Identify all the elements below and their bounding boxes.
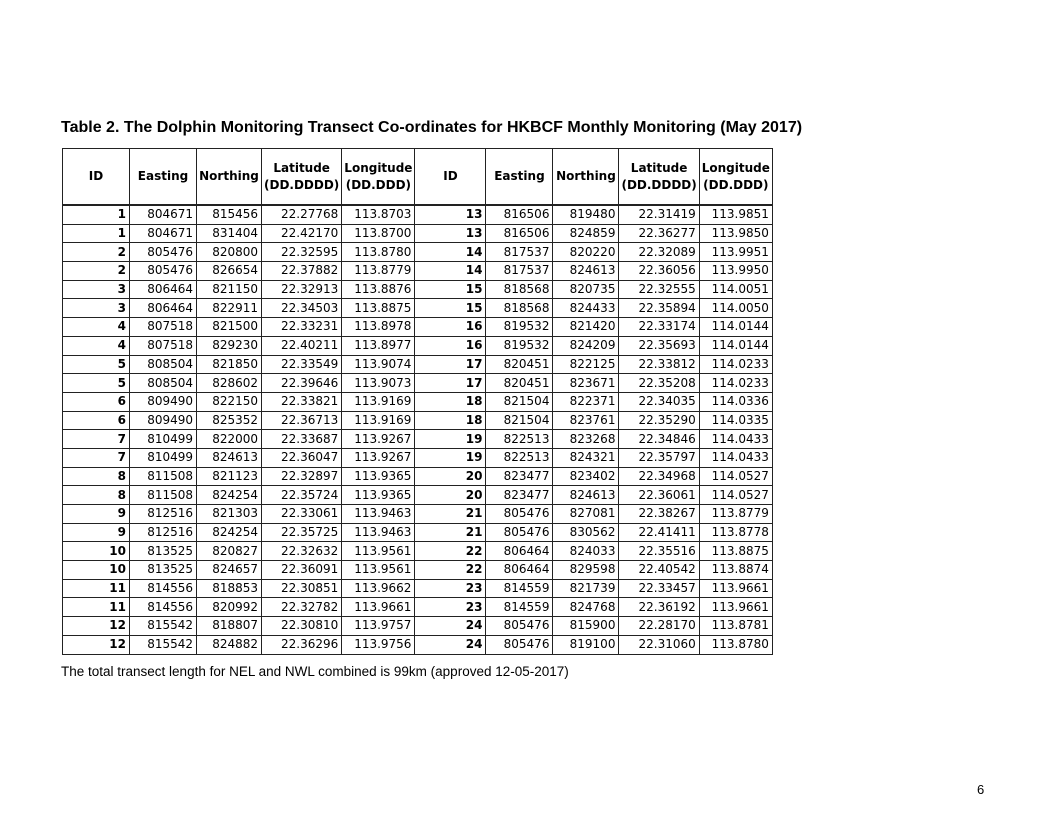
cell-northing: 821303	[197, 505, 262, 524]
table-row	[63, 430, 773, 449]
cell-id: 12	[63, 617, 130, 636]
cell-longitude: 113.8978	[342, 318, 415, 337]
cell-id: 13	[415, 224, 486, 243]
cell-latitude: 22.35797	[619, 448, 699, 467]
cell-latitude: 22.37882	[262, 262, 342, 281]
cell-northing: 824613	[553, 486, 619, 505]
cell-id: 23	[415, 598, 486, 617]
header-id: ID	[63, 149, 130, 206]
cell-id: 4	[63, 318, 130, 337]
cell-id: 1	[63, 205, 130, 224]
cell-latitude: 22.36047	[262, 448, 342, 467]
header-easting: Easting	[486, 149, 553, 206]
cell-northing: 820827	[197, 542, 262, 561]
table-row	[63, 486, 773, 505]
cell-northing: 819100	[553, 635, 619, 654]
cell-longitude: 114.0527	[699, 486, 772, 505]
cell-longitude: 113.8977	[342, 336, 415, 355]
cell-id: 5	[63, 355, 130, 374]
cell-longitude: 113.9073	[342, 374, 415, 393]
cell-easting: 815542	[130, 635, 197, 654]
cell-id: 24	[415, 635, 486, 654]
cell-easting: 811508	[130, 467, 197, 486]
cell-northing: 819480	[553, 205, 619, 224]
header-longitude-line2: (DD.DDD)	[345, 177, 412, 192]
cell-latitude: 22.39646	[262, 374, 342, 393]
cell-longitude: 113.9074	[342, 355, 415, 374]
cell-longitude: 113.8778	[699, 523, 772, 542]
cell-northing: 823402	[553, 467, 619, 486]
cell-id: 21	[415, 523, 486, 542]
cell-easting: 804671	[130, 205, 197, 224]
cell-northing: 822150	[197, 392, 262, 411]
cell-northing: 820800	[197, 243, 262, 262]
cell-easting: 805476	[486, 505, 553, 524]
cell-easting: 815542	[130, 617, 197, 636]
cell-northing: 824321	[553, 448, 619, 467]
cell-northing: 822000	[197, 430, 262, 449]
table-row	[63, 411, 773, 430]
cell-longitude: 113.9463	[342, 505, 415, 524]
table-row	[63, 336, 773, 355]
cell-easting: 811508	[130, 486, 197, 505]
cell-easting: 806464	[486, 561, 553, 580]
cell-id: 7	[63, 448, 130, 467]
cell-easting: 812516	[130, 505, 197, 524]
cell-longitude: 114.0335	[699, 411, 772, 430]
cell-latitude: 22.30810	[262, 617, 342, 636]
cell-id: 13	[415, 205, 486, 224]
header-latitude-line1: Latitude	[273, 160, 330, 175]
cell-latitude: 22.35516	[619, 542, 699, 561]
cell-latitude: 22.36056	[619, 262, 699, 281]
cell-id: 21	[415, 505, 486, 524]
cell-easting: 808504	[130, 374, 197, 393]
cell-longitude: 114.0233	[699, 355, 772, 374]
cell-latitude: 22.36277	[619, 224, 699, 243]
cell-longitude: 113.9365	[342, 467, 415, 486]
cell-longitude: 113.9756	[342, 635, 415, 654]
cell-id: 22	[415, 561, 486, 580]
cell-easting: 807518	[130, 336, 197, 355]
cell-id: 7	[63, 430, 130, 449]
table-title: Table 2. The Dolphin Monitoring Transect Co-ordinates for HKBCF Monthly Monitoring (May 2017)	[61, 119, 803, 136]
cell-easting: 822513	[486, 448, 553, 467]
cell-latitude: 22.40542	[619, 561, 699, 580]
cell-latitude: 22.33457	[619, 579, 699, 598]
cell-id: 22	[415, 542, 486, 561]
cell-longitude: 113.8874	[699, 561, 772, 580]
cell-easting: 819532	[486, 336, 553, 355]
cell-northing: 818853	[197, 579, 262, 598]
cell-id: 1	[63, 224, 130, 243]
cell-latitude: 22.27768	[262, 205, 342, 224]
cell-longitude: 113.9661	[699, 598, 772, 617]
cell-longitude: 114.0233	[699, 374, 772, 393]
cell-easting: 805476	[486, 635, 553, 654]
cell-northing: 828602	[197, 374, 262, 393]
cell-northing: 824613	[553, 262, 619, 281]
cell-latitude: 22.33812	[619, 355, 699, 374]
cell-easting: 813525	[130, 542, 197, 561]
table-row	[63, 392, 773, 411]
cell-id: 20	[415, 486, 486, 505]
cell-latitude: 22.31419	[619, 205, 699, 224]
cell-id: 10	[63, 542, 130, 561]
cell-longitude: 113.8781	[699, 617, 772, 636]
cell-id: 17	[415, 355, 486, 374]
table-row	[63, 467, 773, 486]
cell-id: 6	[63, 411, 130, 430]
cell-easting: 817537	[486, 262, 553, 281]
cell-id: 17	[415, 374, 486, 393]
cell-longitude: 114.0144	[699, 318, 772, 337]
cell-easting: 806464	[486, 542, 553, 561]
table-row	[63, 542, 773, 561]
cell-easting: 814556	[130, 598, 197, 617]
cell-id: 14	[415, 262, 486, 281]
cell-latitude: 22.34035	[619, 392, 699, 411]
cell-easting: 805476	[486, 523, 553, 542]
cell-northing: 821500	[197, 318, 262, 337]
cell-northing: 824033	[553, 542, 619, 561]
cell-latitude: 22.38267	[619, 505, 699, 524]
cell-id: 19	[415, 448, 486, 467]
cell-latitude: 22.32913	[262, 280, 342, 299]
cell-easting: 823477	[486, 467, 553, 486]
cell-easting: 810499	[130, 430, 197, 449]
cell-id: 4	[63, 336, 130, 355]
cell-latitude: 22.36296	[262, 635, 342, 654]
cell-easting: 820451	[486, 355, 553, 374]
cell-id: 16	[415, 318, 486, 337]
cell-northing: 824657	[197, 561, 262, 580]
cell-longitude: 113.9851	[699, 205, 772, 224]
cell-id: 2	[63, 262, 130, 281]
cell-northing: 824768	[553, 598, 619, 617]
cell-northing: 821420	[553, 318, 619, 337]
cell-id: 2	[63, 243, 130, 262]
table-row	[63, 617, 773, 636]
header-longitude	[699, 149, 772, 206]
cell-id: 10	[63, 561, 130, 580]
cell-northing: 822911	[197, 299, 262, 318]
header-northing: Northing	[197, 149, 262, 206]
cell-longitude: 113.9365	[342, 486, 415, 505]
cell-northing: 825352	[197, 411, 262, 430]
cell-easting: 805476	[130, 243, 197, 262]
cell-northing: 829230	[197, 336, 262, 355]
table-row	[63, 318, 773, 337]
cell-longitude: 113.9661	[699, 579, 772, 598]
cell-easting: 821504	[486, 392, 553, 411]
cell-latitude: 22.35725	[262, 523, 342, 542]
cell-northing: 824433	[553, 299, 619, 318]
cell-longitude: 114.0050	[699, 299, 772, 318]
cell-latitude: 22.35894	[619, 299, 699, 318]
cell-longitude: 114.0144	[699, 336, 772, 355]
header-easting: Easting	[130, 149, 197, 206]
cell-id: 18	[415, 411, 486, 430]
cell-easting: 804671	[130, 224, 197, 243]
cell-longitude: 113.9951	[699, 243, 772, 262]
page-number: 6	[977, 782, 985, 797]
cell-longitude: 113.8779	[699, 505, 772, 524]
cell-latitude: 22.30851	[262, 579, 342, 598]
cell-id: 23	[415, 579, 486, 598]
table-row	[63, 561, 773, 580]
cell-latitude: 22.32595	[262, 243, 342, 262]
header-id: ID	[415, 149, 486, 206]
cell-longitude: 114.0051	[699, 280, 772, 299]
cell-latitude: 22.41411	[619, 523, 699, 542]
footer-note: The total transect length for NEL and NWL combined is 99km (approved 12-05-2017)	[61, 664, 569, 679]
table-row	[63, 355, 773, 374]
cell-northing: 827081	[553, 505, 619, 524]
cell-id: 14	[415, 243, 486, 262]
cell-northing: 821739	[553, 579, 619, 598]
cell-latitude: 22.33231	[262, 318, 342, 337]
cell-easting: 808504	[130, 355, 197, 374]
cell-northing: 821850	[197, 355, 262, 374]
table-header	[63, 149, 773, 206]
header-longitude-line1: Longitude	[701, 160, 770, 175]
cell-northing: 824882	[197, 635, 262, 654]
cell-latitude: 22.32897	[262, 467, 342, 486]
header-longitude-line2: (DD.DDD)	[703, 177, 769, 192]
cell-northing: 820735	[553, 280, 619, 299]
header-latitude	[262, 149, 342, 206]
cell-latitude: 22.35724	[262, 486, 342, 505]
cell-longitude: 113.8780	[342, 243, 415, 262]
cell-longitude: 114.0433	[699, 448, 772, 467]
table-row	[63, 299, 773, 318]
transect-table	[62, 148, 773, 655]
cell-longitude: 113.8875	[342, 299, 415, 318]
cell-id: 11	[63, 579, 130, 598]
cell-longitude: 113.8700	[342, 224, 415, 243]
cell-id: 5	[63, 374, 130, 393]
cell-longitude: 113.8876	[342, 280, 415, 299]
cell-northing: 824254	[197, 523, 262, 542]
cell-latitude: 22.35208	[619, 374, 699, 393]
cell-latitude: 22.36192	[619, 598, 699, 617]
cell-northing: 823761	[553, 411, 619, 430]
cell-longitude: 113.9661	[342, 598, 415, 617]
cell-longitude: 113.9850	[699, 224, 772, 243]
cell-northing: 824254	[197, 486, 262, 505]
cell-easting: 821504	[486, 411, 553, 430]
cell-longitude: 113.9169	[342, 392, 415, 411]
cell-latitude: 22.32555	[619, 280, 699, 299]
cell-northing: 824613	[197, 448, 262, 467]
cell-easting: 823477	[486, 486, 553, 505]
cell-longitude: 113.9561	[342, 542, 415, 561]
cell-id: 15	[415, 299, 486, 318]
cell-easting: 809490	[130, 392, 197, 411]
cell-latitude: 22.36091	[262, 561, 342, 580]
table-row	[63, 579, 773, 598]
cell-longitude: 113.8779	[342, 262, 415, 281]
cell-northing: 824859	[553, 224, 619, 243]
cell-easting: 822513	[486, 430, 553, 449]
cell-northing: 823268	[553, 430, 619, 449]
header-longitude	[342, 149, 415, 206]
cell-latitude: 22.34968	[619, 467, 699, 486]
cell-northing: 815900	[553, 617, 619, 636]
cell-longitude: 114.0433	[699, 430, 772, 449]
cell-latitude: 22.32782	[262, 598, 342, 617]
cell-longitude: 113.9662	[342, 579, 415, 598]
cell-longitude: 113.9169	[342, 411, 415, 430]
cell-longitude: 113.8780	[699, 635, 772, 654]
cell-easting: 805476	[486, 617, 553, 636]
table-body	[63, 205, 773, 654]
cell-id: 9	[63, 505, 130, 524]
table-row	[63, 635, 773, 654]
cell-easting: 816506	[486, 205, 553, 224]
cell-longitude: 114.0336	[699, 392, 772, 411]
cell-id: 19	[415, 430, 486, 449]
cell-easting: 813525	[130, 561, 197, 580]
cell-northing: 822125	[553, 355, 619, 374]
cell-northing: 820992	[197, 598, 262, 617]
cell-latitude: 22.32089	[619, 243, 699, 262]
cell-latitude: 22.34846	[619, 430, 699, 449]
cell-easting: 816506	[486, 224, 553, 243]
cell-easting: 820451	[486, 374, 553, 393]
cell-easting: 814559	[486, 579, 553, 598]
cell-latitude: 22.28170	[619, 617, 699, 636]
cell-easting: 812516	[130, 523, 197, 542]
cell-latitude: 22.32632	[262, 542, 342, 561]
cell-latitude: 22.33687	[262, 430, 342, 449]
cell-latitude: 22.36713	[262, 411, 342, 430]
cell-northing: 824209	[553, 336, 619, 355]
cell-id: 8	[63, 486, 130, 505]
cell-latitude: 22.33174	[619, 318, 699, 337]
cell-id: 18	[415, 392, 486, 411]
cell-easting: 817537	[486, 243, 553, 262]
cell-longitude: 113.9267	[342, 430, 415, 449]
header-northing: Northing	[553, 149, 619, 206]
cell-northing: 815456	[197, 205, 262, 224]
cell-id: 3	[63, 299, 130, 318]
cell-northing: 823671	[553, 374, 619, 393]
cell-longitude: 113.9463	[342, 523, 415, 542]
cell-id: 3	[63, 280, 130, 299]
cell-northing: 821150	[197, 280, 262, 299]
cell-northing: 831404	[197, 224, 262, 243]
header-longitude-line1: Longitude	[344, 160, 413, 175]
cell-latitude: 22.35693	[619, 336, 699, 355]
cell-id: 16	[415, 336, 486, 355]
cell-northing: 820220	[553, 243, 619, 262]
table-row	[63, 374, 773, 393]
cell-latitude: 22.31060	[619, 635, 699, 654]
cell-easting: 807518	[130, 318, 197, 337]
cell-longitude: 113.9757	[342, 617, 415, 636]
cell-longitude: 113.9267	[342, 448, 415, 467]
cell-latitude: 22.35290	[619, 411, 699, 430]
cell-easting: 806464	[130, 299, 197, 318]
cell-id: 8	[63, 467, 130, 486]
cell-northing: 821123	[197, 467, 262, 486]
cell-longitude: 113.8875	[699, 542, 772, 561]
cell-northing: 818807	[197, 617, 262, 636]
cell-latitude: 22.40211	[262, 336, 342, 355]
table-row	[63, 224, 773, 243]
cell-latitude: 22.36061	[619, 486, 699, 505]
cell-easting: 805476	[130, 262, 197, 281]
table-row	[63, 243, 773, 262]
cell-longitude: 113.8703	[342, 205, 415, 224]
cell-easting: 814556	[130, 579, 197, 598]
cell-longitude: 113.9950	[699, 262, 772, 281]
header-latitude-line2: (DD.DDDD)	[621, 177, 697, 192]
table-row	[63, 205, 773, 224]
cell-latitude: 22.33061	[262, 505, 342, 524]
cell-northing: 822371	[553, 392, 619, 411]
cell-id: 6	[63, 392, 130, 411]
cell-northing: 826654	[197, 262, 262, 281]
cell-easting: 810499	[130, 448, 197, 467]
cell-latitude: 22.42170	[262, 224, 342, 243]
cell-easting: 814559	[486, 598, 553, 617]
cell-latitude: 22.33549	[262, 355, 342, 374]
cell-northing: 830562	[553, 523, 619, 542]
cell-id: 15	[415, 280, 486, 299]
cell-longitude: 113.9561	[342, 561, 415, 580]
table-row	[63, 262, 773, 281]
header-latitude-line1: Latitude	[630, 160, 688, 175]
header-latitude-line2: (DD.DDDD)	[264, 177, 340, 192]
cell-easting: 818568	[486, 280, 553, 299]
cell-id: 24	[415, 617, 486, 636]
cell-easting: 809490	[130, 411, 197, 430]
cell-id: 11	[63, 598, 130, 617]
cell-easting: 818568	[486, 299, 553, 318]
table-row	[63, 598, 773, 617]
cell-northing: 829598	[553, 561, 619, 580]
cell-id: 20	[415, 467, 486, 486]
cell-latitude: 22.33821	[262, 392, 342, 411]
cell-easting: 819532	[486, 318, 553, 337]
table-row	[63, 448, 773, 467]
cell-easting: 806464	[130, 280, 197, 299]
table-row	[63, 280, 773, 299]
cell-longitude: 114.0527	[699, 467, 772, 486]
header-latitude	[619, 149, 699, 206]
cell-latitude: 22.34503	[262, 299, 342, 318]
table-row	[63, 523, 773, 542]
table-row	[63, 505, 773, 524]
cell-id: 9	[63, 523, 130, 542]
cell-id: 12	[63, 635, 130, 654]
